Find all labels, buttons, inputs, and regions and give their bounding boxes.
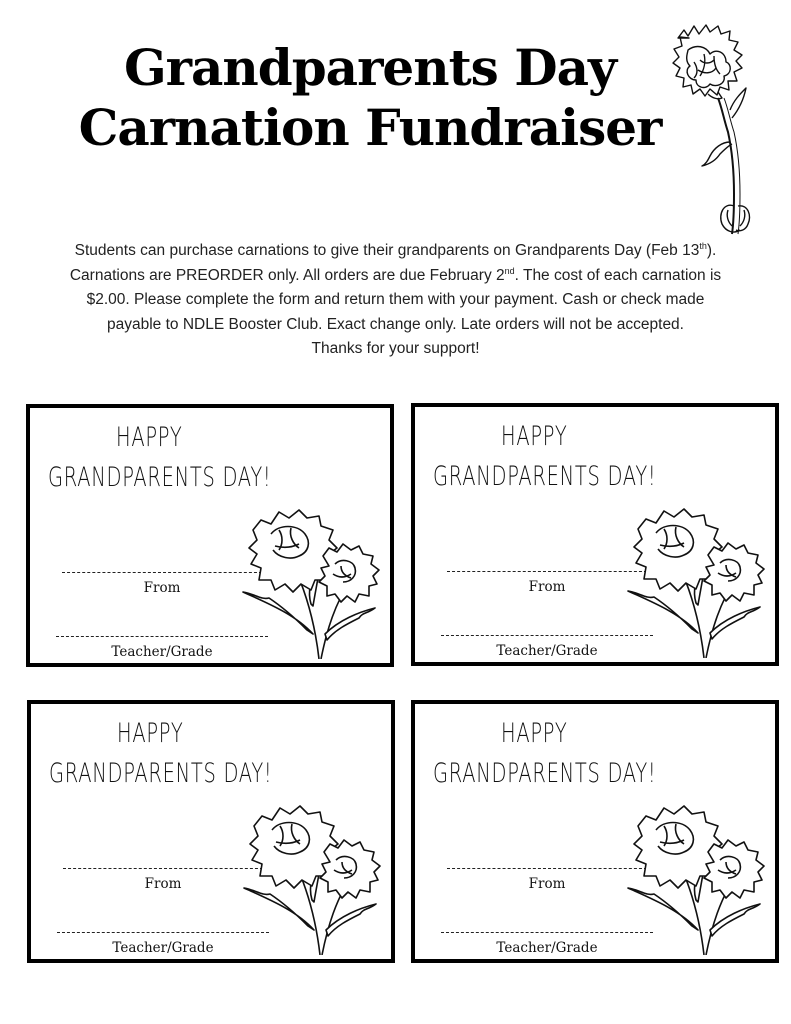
from-label: From <box>528 579 566 595</box>
description-text <box>10 239 781 362</box>
description-line-5: Thanks for your support! <box>311 340 480 357</box>
from-label: From <box>144 876 182 892</box>
greeting-card <box>26 404 394 667</box>
card-greeting-text: GRANDPARENTS DAY! <box>433 461 657 492</box>
carnation-bouquet-icon <box>620 790 770 955</box>
greeting-card <box>411 700 779 963</box>
carnation-stem-icon <box>648 10 768 242</box>
title-line-1: Grandparents Day <box>123 38 617 97</box>
card-happy-text: HAPPY <box>116 422 183 453</box>
card-greeting-text: GRANDPARENTS DAY! <box>49 758 273 789</box>
description-line-3: $2.00. Please complete the form and return them with your payment. Cash or check made <box>86 291 705 308</box>
teacher-grade-label: Teacher/Grade <box>111 644 213 660</box>
carnation-bouquet-icon <box>236 790 386 955</box>
from-signature-line[interactable] <box>447 571 647 572</box>
description-line-4: payable to NDLE Booster Club. Exact change only. Late orders will not be accepted. <box>107 315 684 333</box>
card-greeting-text: GRANDPARENTS DAY! <box>48 462 272 493</box>
carnation-bouquet-icon <box>620 493 770 658</box>
title-line-2: Carnation Fundraiser <box>78 98 662 157</box>
page-title <box>40 38 700 158</box>
card-happy-text: HAPPY <box>501 421 568 452</box>
carnation-bouquet-icon <box>235 494 385 659</box>
teacher-grade-label: Teacher/Grade <box>496 940 598 956</box>
teacher-grade-label: Teacher/Grade <box>496 643 598 659</box>
description-line-2: Carnations are PREORDER only. All orders are due February 2nd. The cost of each carnation is <box>69 265 722 284</box>
card-happy-text: HAPPY <box>117 718 184 749</box>
card-greeting-text: GRANDPARENTS DAY! <box>433 758 657 789</box>
teacher-grade-label: Teacher/Grade <box>112 940 214 956</box>
card-happy-text: HAPPY <box>501 718 568 749</box>
from-label: From <box>528 876 566 892</box>
from-signature-line[interactable] <box>447 868 647 869</box>
greeting-card <box>27 700 395 963</box>
description-line-1: Students can purchase carnations to give their grandparents on Grandparents Day (Feb 13th). <box>74 241 717 259</box>
greeting-card <box>411 403 779 666</box>
from-signature-line[interactable] <box>63 868 263 869</box>
from-label: From <box>143 580 181 596</box>
from-signature-line[interactable] <box>62 572 262 573</box>
